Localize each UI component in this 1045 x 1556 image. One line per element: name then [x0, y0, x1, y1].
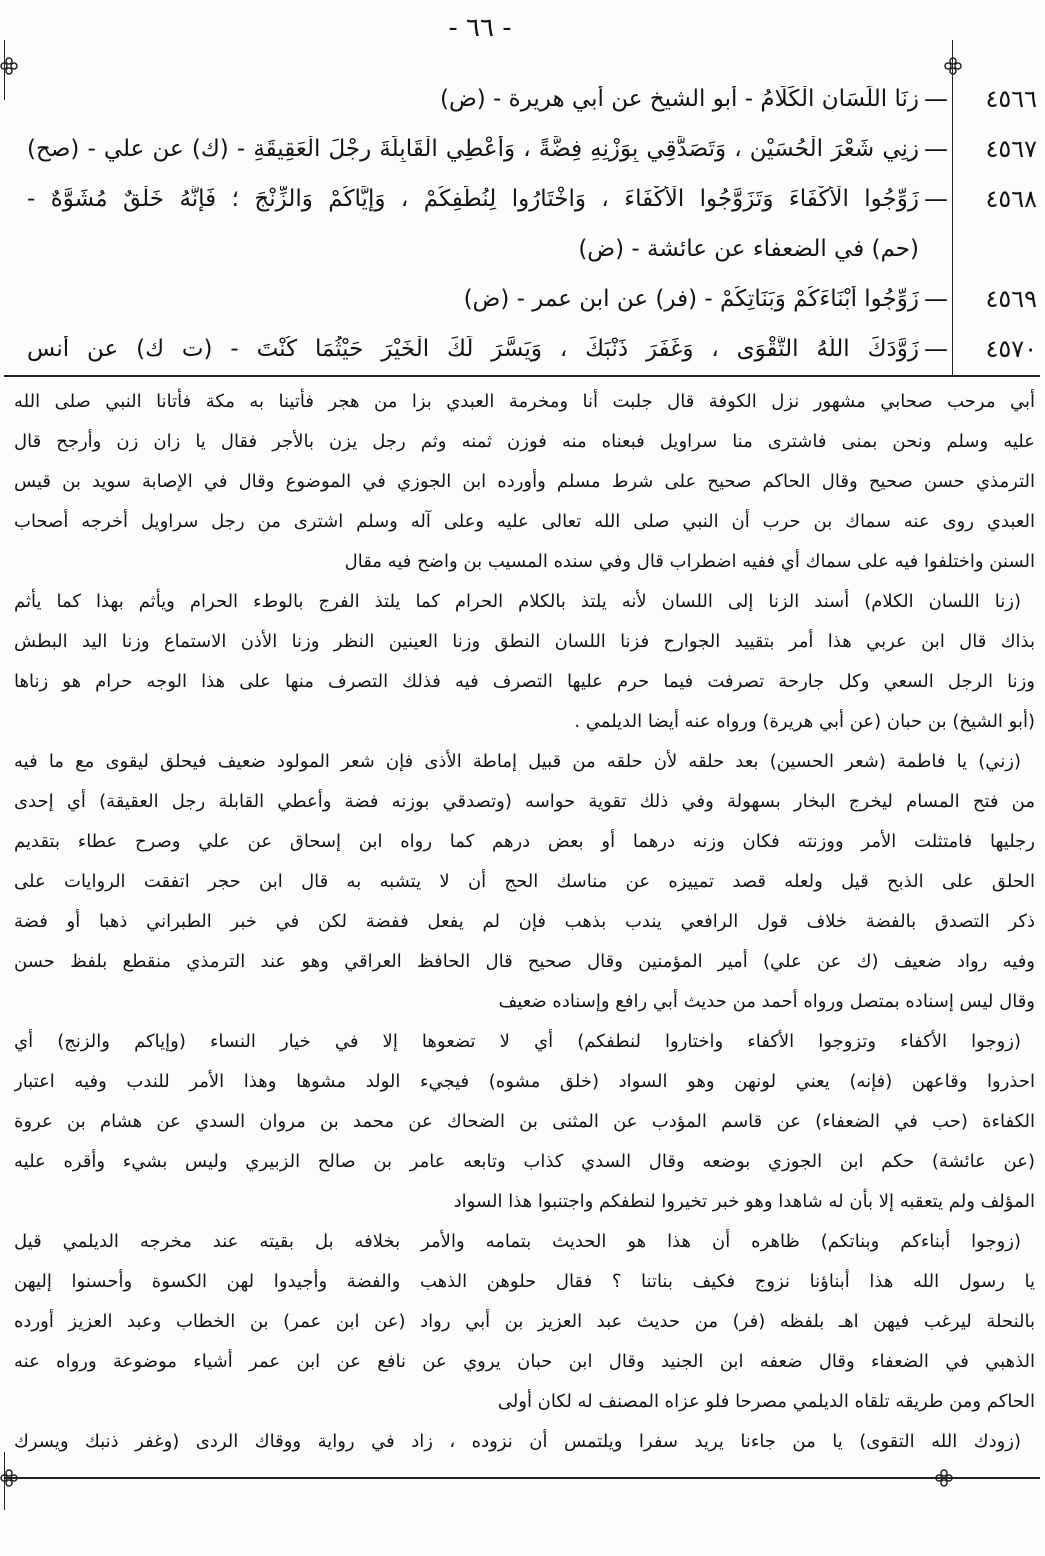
hadith-dash: —: [924, 135, 948, 163]
hadith-dash: —: [924, 285, 948, 313]
hadith-source: (حم) في الضعفاء عن عائشة - (ض): [578, 236, 919, 262]
commentary: [14, 382, 1035, 1462]
commentary-line: الترمذي حسن صحيح وقال الحاكم صحيح على شرط مسلم وأورده ابن الجوزي في الموضوع وقال في الإصابة سويد بن قيس: [14, 471, 1035, 492]
commentary-line: (عن عائشة) حكم ابن الجوزي بوضعه وقال السدي كذاب وتابعه عامر بن صالح الزبيري وليس بشيء وأقره عليه: [14, 1151, 1035, 1172]
commentary-line: الحلق على الذبح قيل ولعله قصد تمييزه عن مناسك الحج أن لا يتشبه به قال ابن حجر اتفقت الروايات على: [14, 871, 1035, 892]
hadith-entry: [17, 74, 1037, 124]
corner-ornament-icon: [0, 57, 18, 75]
commentary-line: يا رسول الله هذا أبناؤنا نزوج فكيف بناتنا ؟ فقال حلوهن الذهب والفضة وأجيدوا لهن الكسوة وأحسنوا إليهن: [14, 1271, 1035, 1292]
commentary-line: وقال ليس إسناده بمتصل ورواه أحمد من حديث أبي رافع وإسناده ضعيف: [498, 991, 1035, 1012]
commentary-line: احذروا وقاعهن (فإنه) يعني لونهن وهو السواد (خلق مشوه) فيجيء الولد مشوها وهذا الأمر للندب وفيه اعتبار: [14, 1071, 1035, 1092]
hadith-entry: [17, 324, 1037, 374]
commentary-line: الكفاءة (حب في الضعفاء) عن قاسم المؤدب عن المثنى بن الضحاك عن محمد بن مروان السدي عن هشام بن عروة: [14, 1111, 1035, 1132]
corner-ornament-icon: [0, 1469, 18, 1487]
commentary-line: من فتح المسام ليخرج البخار بسهولة وفي ذلك تقوية حواسه (وتصدقي بوزنه فضة وأعطي القابلة رجل العقيقة) أي إحدى: [14, 791, 1035, 812]
commentary-line: (زودك الله التقوى) يا من جاءنا يريد سفرا ويلتمس أن نزوده ، زاد في رواية ووقاك الردى (وغفر ذنبك ويسرك: [14, 1431, 1021, 1452]
hadith-entry: [17, 274, 1037, 324]
hadith-dash: —: [924, 335, 948, 363]
commentary-line: (أبو الشيخ) بن حبان (عن أبي هريرة) ورواه عنه أيضا الديلمي .: [574, 711, 1035, 732]
hadith-dash: —: [924, 85, 948, 113]
commentary-line: العبدي روى عنه سماك بن حرب أن النبي صلى الله تعالى عليه وعلى آله وسلم اشترى من رجل سراويل أخرجه أصحاب: [14, 511, 1035, 532]
commentary-line: بالنحلة ليرغب فيهن اهـ بلفظه (فر) من حديث عبد العزيز بن أبي رواد (عن ابن عمر) بن الخطاب وعبد العزيز أورده: [14, 1311, 1035, 1332]
hadith-number: ٤٥٦٨: [985, 185, 1037, 213]
hadith-entry-continuation: [17, 224, 1037, 274]
hadith-number: ٤٥٦٦: [985, 85, 1037, 113]
hadith-text: زَوِّجُوا أَبْنَاءَكُمْ وَبَنَاتِكُمْ - (فر) عن ابن عمر - (ض): [463, 286, 919, 312]
hadith-text: زِنَا اللِّسَانِ الْكَلَامُ - أبو الشيخ عن أبي هريرة - (ض): [439, 86, 919, 112]
commentary-line: أبي مرحب صحابي مشهور نزل الكوفة قال جلبت أنا ومخرمة العبدي بزا من هجر فأتينا به مكة فأتانا النبي صلى الله: [14, 391, 1035, 412]
commentary-line: (زوجوا الأكفاء وتزوجوا الأكفاء واختاروا لنطفكم) أي لا تضعوها إلا في خيار النساء (وإياكم والزنج) أي: [14, 1031, 1021, 1052]
hadith-list: [17, 74, 1037, 374]
hadith-text: زَوَّدَكَ اللَّهُ التَّقْوَى ، وَغَفَرَ ذَنْبَكَ ، وَيَسَّرَ لَكَ الْخَيْرَ حَيْثُمَا كُنْتَ - (ت ك) عن أنس: [27, 336, 919, 362]
hadith-text: زَوِّجُوا الْأَكْفَاءَ وَتَزَوَّجُوا الْأَكْفَاءَ ، وَاخْتَارُوا لِنُطَفِكُمْ ، وَإِيَّاكُمْ وَالزِّنْجَ ؛ فَإِنَّهُ خَلْقٌ مُشَوَّهٌ -: [27, 186, 919, 212]
commentary-line: وزنا الرجل السعي وكل جارحة تصرفت فيما حرم عليها التصرف فيه فذلك التصرف منها على هذا الوجه حرام هو زناها: [14, 671, 1035, 692]
commentary-line: وفيه رواد ضعيف (ك عن علي) أمير المؤمنين وقال صحيح قال الحافظ العراقي وهو عند الترمذي منقطع بلفظ حسن: [14, 951, 1035, 972]
commentary-line: (زوجوا أبناءكم وبناتكم) ظاهره أن هذا هو الحديث بتمامه والأمر بخلافه بل بقيته عند مخرجه الديلمي قيل: [14, 1231, 1021, 1252]
commentary-line: السنن واختلفوا فيه على سماك أي ففيه اضطراب قال وفي سنده المسيب بن واضح فيه مقال: [344, 551, 1035, 572]
commentary-line: المؤلف ولم يتعقبه إلا بأن له شاهدا وهو خبر تخيروا لنطفكم واجتنبوا هذا السواد: [453, 1191, 1035, 1212]
commentary-line: بذاك قال ابن عربي هذا أمر بتقييد الجوارح فزنا اللسان النطق وزنا العينين النظر وزنا الأذن الاستماع وزنا اليد البطش: [14, 631, 1035, 652]
hadith-entry: [17, 174, 1037, 224]
hadith-text: زِنِي شَعْرَ الْحُسَيْنِ ، وَتَصَدَّقِي بِوَزْنِهِ فِضَّةً ، وَأَعْطِي الْقَابِلَةَ رِجْلَ الْعَقِيقَةِ - (ك) عن علي - (صح): [27, 136, 919, 162]
hadith-number: ٤٥٦٩: [985, 285, 1037, 313]
page-number: - ٦٦ -: [448, 13, 512, 43]
corner-ornament-icon: [935, 1469, 953, 1487]
commentary-line: ذكر التصدق بالفضة خلاف قول الرافعي يندب بذهب فإن لم يفعل ففضة لكن في خبر الطبراني ذهبا أو فضة: [14, 911, 1035, 932]
commentary-line: عليه وسلم ونحن بمنى فاشترى منا سراويل فبعناه منه فوزن ثمنه وثم رجل يزن بالأجر فقال يا زان زن وأرجح قال: [14, 431, 1035, 452]
hadith-number: ٤٥٦٧: [985, 135, 1037, 163]
commentary-line: (زنا اللسان الكلام) أسند الزنا إلى اللسان لأنه يلتذ بالكلام الحرام كما يلتذ الفرج بالوطء الحرام ويأثم بهذا كما يأثم: [14, 591, 1021, 612]
commentary-line: الذهبي في الضعفاء وقال ضعفه ابن الجنيد وقال ابن حبان يروي عن نافع عن ابن عمر أشياء موضوعة ورواه عنه: [14, 1351, 1035, 1372]
commentary-line: (زني) يا فاطمة (شعر الحسين) بعد حلقه لأن حلقه من قبيل إماطة الأذى فإن شعر المولود ضعيف فيحلق ليقوى مع ما فيه: [14, 751, 1021, 772]
hadith-number: ٤٥٧٠: [985, 335, 1037, 363]
hadith-dash: —: [924, 185, 948, 213]
hadith-entry: [17, 124, 1037, 174]
bottom-border: [4, 1477, 1040, 1479]
section-divider: [4, 375, 1040, 377]
commentary-line: الحاكم ومن طريقه تلقاه الديلمي مصرحا فلو عزاه المصنف له لكان أولى: [497, 1391, 1035, 1412]
commentary-line: رجليها فامتثلت الأمر ووزنته فكان وزنه درهما أو بعض درهم كما رواه ابن إسحاق عن علي وصرح عطاء بتقديم: [14, 831, 1035, 852]
corner-ornament-icon: [944, 57, 962, 75]
